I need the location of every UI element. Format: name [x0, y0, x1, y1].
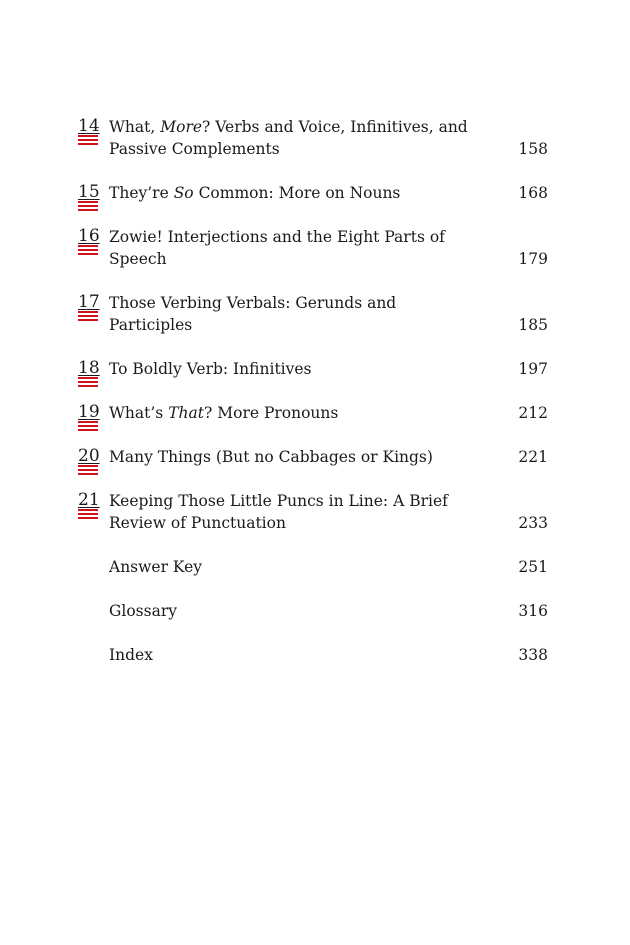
red-triple-bar-icon — [78, 509, 102, 519]
section-title-index: Index — [109, 646, 153, 664]
chapter-number-16: 16 — [78, 226, 102, 257]
toc-entry-21[interactable] — [78, 490, 548, 534]
page-number-20: 221 — [518, 448, 548, 466]
chapter-title-18: To Boldly Verb: Infinitives — [109, 360, 312, 378]
page-number-14: 158 — [518, 140, 548, 158]
toc-entry-16[interactable] — [78, 226, 548, 270]
toc-entry-20[interactable] — [78, 446, 548, 468]
red-triple-bar-icon — [78, 421, 102, 431]
chapter-number-19: 19 — [78, 402, 102, 433]
toc-entry-15[interactable] — [78, 182, 548, 204]
chapter-number-15: 15 — [78, 182, 102, 213]
toc-entry-index[interactable] — [78, 644, 548, 666]
chapter-title-16: Zowie! Interjections and the Eight Parts of Speech — [109, 228, 445, 268]
table-of-contents — [78, 116, 548, 688]
red-triple-bar-icon — [78, 201, 102, 211]
page-number-16: 179 — [518, 250, 548, 268]
toc-entry-19[interactable] — [78, 402, 548, 424]
toc-entry-glossary[interactable] — [78, 600, 548, 622]
chapter-title-20: Many Things (But no Cabbages or Kings) — [109, 448, 433, 466]
page-number-index: 338 — [518, 646, 548, 664]
red-triple-bar-icon — [78, 465, 102, 475]
chapter-title-14: What, More? Verbs and Voice, Infinitives, and Passive Complements — [109, 118, 468, 158]
chapter-number-21: 21 — [78, 490, 102, 521]
page-number-glossary: 316 — [518, 602, 548, 620]
page-number-19: 212 — [518, 404, 548, 422]
chapter-title-15: They’re So Common: More on Nouns — [109, 184, 401, 202]
toc-entry-17[interactable] — [78, 292, 548, 336]
page-number-answer-key: 251 — [518, 558, 548, 576]
chapter-title-19: What’s That? More Pronouns — [109, 404, 339, 422]
toc-entry-14[interactable] — [78, 116, 548, 160]
chapter-number-14: 14 — [78, 116, 102, 147]
page-number-21: 233 — [518, 514, 548, 532]
chapter-title-21: Keeping Those Little Puncs in Line: A Brief Review of Punctuation — [109, 492, 448, 532]
page-number-15: 168 — [518, 184, 548, 202]
toc-entry-answer-key[interactable] — [78, 556, 548, 578]
red-triple-bar-icon — [78, 245, 102, 255]
red-triple-bar-icon — [78, 311, 102, 321]
chapter-number-20: 20 — [78, 446, 102, 477]
red-triple-bar-icon — [78, 377, 102, 387]
section-title-glossary: Glossary — [109, 602, 177, 620]
chapter-number-18: 18 — [78, 358, 102, 389]
red-triple-bar-icon — [78, 135, 102, 145]
page-number-17: 185 — [518, 316, 548, 334]
section-title-answer-key: Answer Key — [109, 558, 202, 576]
toc-entry-18[interactable] — [78, 358, 548, 380]
page-number-18: 197 — [518, 360, 548, 378]
chapter-number-17: 17 — [78, 292, 102, 323]
chapter-title-17: Those Verbing Verbals: Gerunds and Participles — [109, 294, 397, 334]
